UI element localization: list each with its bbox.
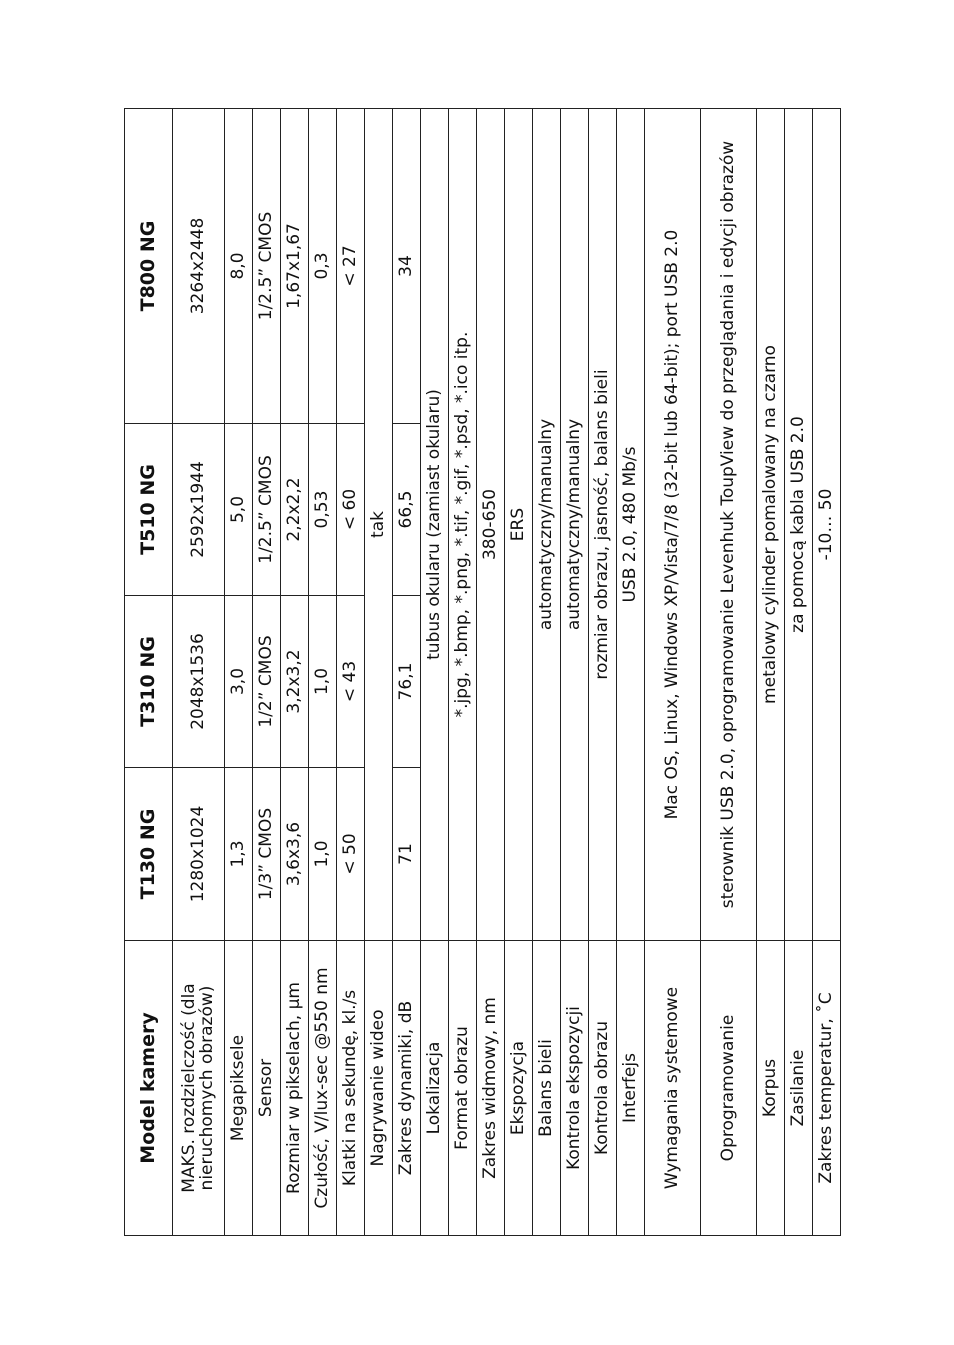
table-row	[309, 109, 337, 1236]
cell-value: 76,1	[393, 596, 421, 768]
table-row	[561, 109, 589, 1236]
cell-value: 1,3	[225, 768, 253, 941]
cell-value: 2,2x2,2	[281, 424, 309, 596]
row-label: Czułość, V/lux-sec @550 nm	[309, 941, 337, 1236]
header-model: Model kamery	[125, 941, 173, 1236]
row-label: Korpus	[757, 941, 785, 1236]
table-row	[505, 109, 533, 1236]
cell-value: 66,5	[393, 424, 421, 596]
table-row	[253, 109, 281, 1236]
table-row	[337, 109, 365, 1236]
cell-value: 3264x2448	[173, 109, 225, 424]
cell-value: 3,6x3,6	[281, 768, 309, 941]
row-label: Ekspozycja	[505, 941, 533, 1236]
table-row	[589, 109, 617, 1236]
cell-value: 5,0	[225, 424, 253, 596]
table-row	[701, 109, 757, 1236]
cell-value: 34	[393, 109, 421, 424]
cell-value: 1,67x1,67	[281, 109, 309, 424]
header-t800: T800 NG	[125, 109, 173, 424]
cell-value: 3,2x3,2	[281, 596, 309, 768]
cell-value: *.jpg, *.bmp, *.png, *.tif, *.gif, *.psd, *.ico itp.	[449, 109, 477, 941]
cell-value: -10… 50	[813, 109, 841, 941]
cell-value: < 43	[337, 596, 365, 768]
row-label: MAKS. rozdzielczość (dla nieruchomych obrazów)	[173, 941, 225, 1236]
table-row	[281, 109, 309, 1236]
cell-value: 380-650	[477, 109, 505, 941]
cell-value: Mac OS, Linux, Windows XP/Vista/7/8 (32-bit lub 64-bit); port USB 2.0	[645, 109, 701, 941]
row-label: Interfejs	[617, 941, 645, 1236]
row-label: Zakres widmowy, nm	[477, 941, 505, 1236]
row-label: Lokalizacja	[421, 941, 449, 1236]
row-label: Sensor	[253, 941, 281, 1236]
table-row	[173, 109, 225, 1236]
header-t310: T310 NG	[125, 596, 173, 768]
cell-value: 71	[393, 768, 421, 941]
cell-value: < 60	[337, 424, 365, 596]
cell-value: za pomocą kabla USB 2.0	[785, 109, 813, 941]
row-label: Nagrywanie wideo	[365, 941, 393, 1236]
cell-value: USB 2.0, 480 Mb/s	[617, 109, 645, 941]
cell-value: 1/2.5” CMOS	[253, 424, 281, 596]
cell-value: 2592x1944	[173, 424, 225, 596]
row-label: Megapiksele	[225, 941, 253, 1236]
table-row	[757, 109, 785, 1236]
camera-spec-table	[124, 108, 841, 1236]
row-label: Kontrola ekspozycji	[561, 941, 589, 1236]
cell-value: 1/2.5” CMOS	[253, 109, 281, 424]
cell-value: < 27	[337, 109, 365, 424]
row-label: Balans bieli	[533, 941, 561, 1236]
header-row	[125, 109, 173, 1236]
cell-value: automatyczny/manualny	[561, 109, 589, 941]
header-t130: T130 NG	[125, 768, 173, 941]
row-label: Rozmiar w pikselach, µm	[281, 941, 309, 1236]
table-row	[365, 109, 393, 1236]
row-label: Format obrazu	[449, 941, 477, 1236]
table-row	[421, 109, 449, 1236]
table-row	[393, 109, 421, 1236]
table-row	[645, 109, 701, 1236]
row-label: Wymagania systemowe	[645, 941, 701, 1236]
table-row	[617, 109, 645, 1236]
cell-value: automatyczny/manualny	[533, 109, 561, 941]
cell-value: ERS	[505, 109, 533, 941]
row-label: Zasilanie	[785, 941, 813, 1236]
row-label: Oprogramowanie	[701, 941, 757, 1236]
cell-value: 0,53	[309, 424, 337, 596]
table-row	[477, 109, 505, 1236]
rotated-spec-table-wrapper	[124, 109, 836, 1236]
cell-value: 2048x1536	[173, 596, 225, 768]
row-label: Kontrola obrazu	[589, 941, 617, 1236]
cell-value: 1280x1024	[173, 768, 225, 941]
cell-value: < 50	[337, 768, 365, 941]
table-row	[449, 109, 477, 1236]
cell-value: metalowy cylinder pomalowany na czarno	[757, 109, 785, 941]
cell-value: 1,0	[309, 596, 337, 768]
row-label: Zakres dynamiki, dB	[393, 941, 421, 1236]
table-row	[533, 109, 561, 1236]
row-label: Klatki na sekundę, kl./s	[337, 941, 365, 1236]
table-row	[813, 109, 841, 1236]
table-row	[225, 109, 253, 1236]
cell-value: 1/3” CMOS	[253, 768, 281, 941]
cell-value: 1,0	[309, 768, 337, 941]
cell-value: sterownik USB 2.0, oprogramowanie Levenhuk ToupView do przeglądania i edycji obrazów	[701, 109, 757, 941]
table-row	[785, 109, 813, 1236]
cell-value: 1/2” CMOS	[253, 596, 281, 768]
cell-value: tubus okularu (zamiast okularu)	[421, 109, 449, 941]
cell-value: 8,0	[225, 109, 253, 424]
cell-value: tak	[365, 109, 393, 941]
row-label: Zakres temperatur, ˚C	[813, 941, 841, 1236]
cell-value: 0,3	[309, 109, 337, 424]
cell-value: rozmiar obrazu, jasność, balans bieli	[589, 109, 617, 941]
cell-value: 3,0	[225, 596, 253, 768]
header-t510: T510 NG	[125, 424, 173, 596]
